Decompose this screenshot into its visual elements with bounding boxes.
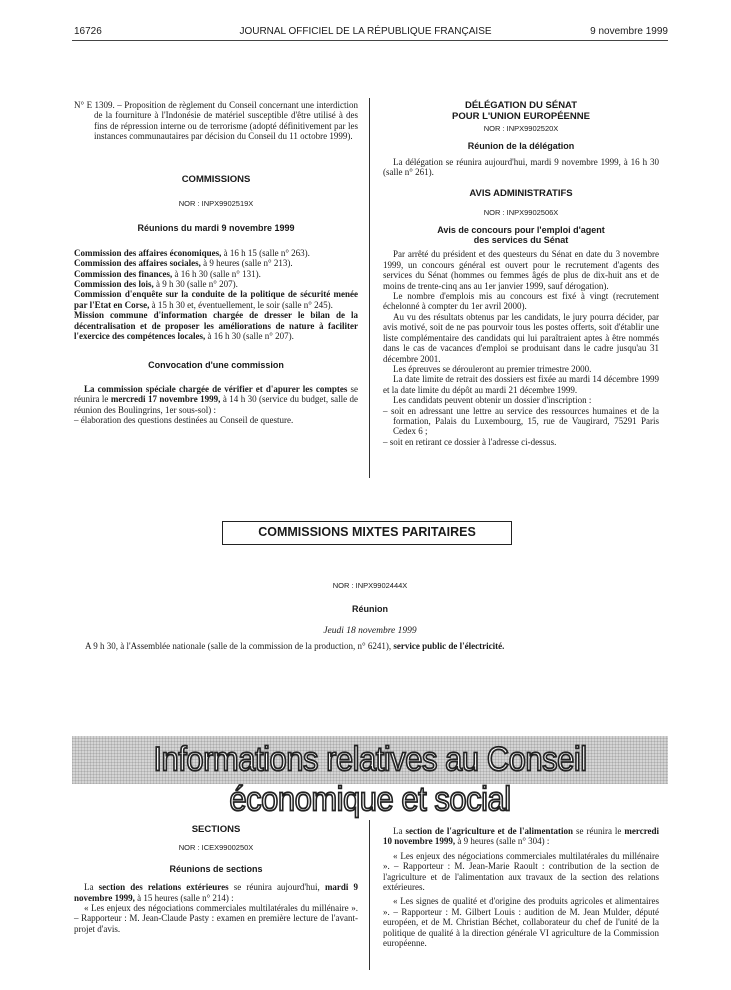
cmp-date: Jeudi 18 novembre 1999 — [323, 626, 417, 636]
delegation-paragraph: La délégation se réunira aujourd'hui, mardi 9 novembre 1999, à 16 h 30 (salle n° 261). — [383, 156, 659, 178]
commissions-nor: NOR : INPX9902519X — [178, 199, 254, 209]
section-agriculture: La section de l'agriculture et de l'alimentation se réunira le mercredi 10 novembre 1999, à 9 heures (salle n° 304) : — [383, 826, 660, 847]
cmp-paragraph: A 9 h 30, à l'Assemblée nationale (salle de la commission de la production, n° 6241), service public de l'électricité. — [85, 641, 505, 651]
delegation-heading-line1: DÉLÉGATION DU SÉNAT — [464, 100, 578, 111]
sections-nor: NOR : ICEX9900250X — [178, 843, 254, 853]
meeting-finances: Commission des finances, à 16 h 30 (salle n° 131). — [74, 268, 261, 279]
cmp-reunion-heading: Réunion — [352, 604, 388, 614]
concours-paragraph-3: Au vu des résultats obtenus par les candidats, le jury pourra décider, par avis motivé, soit de ne pas pourvoir tous les postes offerts, soit d'établir une liste complémentaire des candidats qui lui paraîtraient aptes à être nommés dans le cas de vacances d'emploi se produisant dans le cadre jusqu'au 31 décembre 2001. — [383, 311, 659, 364]
section-agriculture-item-1: « Les enjeux des négociations commerciales multilatérales du millénaire ». – Rapporteur : M. Jean-Marie Raoult : contribution de la section de l'agriculture et de l'alimentation aux travaux de la section des relations extérieures. — [383, 850, 659, 893]
avis-heading: AVIS ADMINISTRATIFS — [469, 187, 573, 199]
concours-paragraph-4: Les épreuves se dérouleront au premier trimestre 2000. — [393, 363, 592, 374]
commission-meetings-list — [74, 248, 358, 342]
meeting-mission-decentralisation: Mission commune d'information chargée de dresser le bilan de la décentralisation et de proposer les améliorations de nature à faciliter l'exercice des compétences locales, à 16 h 30 (salle n° 207). — [74, 310, 358, 342]
concours-heading-line1: Avis de concours pour l'emploi d'agent — [437, 225, 605, 236]
avis-nor: NOR : INPX9902506X — [483, 208, 559, 218]
ces-banner — [72, 736, 668, 819]
section-relations-exterieures-item: « Les enjeux des négociations commerciales multilatérales du millénaire ». – Rapporteur : M. Jean-Claude Pasty : examen en première lecture de l'avant-projet d'avis. — [74, 903, 358, 934]
concours-paragraph-5: La date limite de retrait des dossiers est fixée au mardi 14 décembre 1999 et la date limite du dépôt au mardi 21 décembre 1999. — [383, 374, 659, 395]
column-divider-bottom — [369, 820, 370, 970]
concours-heading-line2: des services du Sénat — [473, 235, 569, 246]
cmp-nor: NOR : INPX9902444X — [332, 581, 408, 590]
concours-body — [383, 249, 659, 447]
header-date: 9 novembre 1999 — [590, 26, 668, 37]
header-rule — [72, 40, 668, 41]
sections-reunions-heading: Réunions de sections — [169, 863, 263, 874]
delegation-heading-line2: POUR L'UNION EUROPÉENNE — [452, 111, 590, 122]
convocation-item: – élaboration des questions destinées au Conseil de questure. — [74, 415, 294, 426]
page-number: 16726 — [74, 26, 102, 37]
section-agriculture-item-2: « Les signes de qualité et d'origine des produits agricoles et alimentaires ». – Rapporteur : M. Gilbert Louis : audition de M. Jean Mulder, député européen, et de M. Christian Béchet, collaborateur du chef de l'unité de la politique de qualité à la direction générale VI agriculture de la Commission européenne. — [383, 896, 659, 949]
sections-left-column — [74, 825, 358, 934]
concours-paragraph-1: Par arrêté du président et des questeurs du Sénat en date du 3 novembre 1999, un concours général est ouvert pour le recrutement d'agents des services du Sénat (hommes ou femmes âgés de plus de dix-huit ans et de moins de trente-cinq ans au 1er janvier 1999, sauf dérogation). — [383, 249, 659, 291]
convocation-paragraph: La commission spéciale chargée de vérifier et d'apurer les comptes se réunira le mercredi 17 novembre 1999, à 14 h 30 (service du budget, salle de réunion des Boulingrins, 1er sous-sol) : — [74, 383, 359, 415]
cmp-boxed-title: COMMISSIONS MIXTES PARITAIRES — [222, 521, 512, 545]
meeting-affaires-sociales: Commission des affaires sociales, à 9 heures (salle n° 213). — [74, 258, 293, 269]
left-column — [74, 100, 358, 426]
e1309-paragraph: N° E 1309. – Proposition de règlement du Conseil concernant une interdiction de la fourniture à l'Indonésie de matériel susceptible d'être utilisé à des fins de répression interne ou de terrorisme (adopté définitivement par les instances communautaires par décision du Conseil du 11 octobre 1999). — [74, 100, 358, 142]
column-divider-top — [369, 98, 370, 478]
concours-option-2: – soit en retirant ce dossier à l'adresse ci-dessus. — [383, 436, 557, 447]
reunions-heading: Réunions du mardi 9 novembre 1999 — [137, 223, 295, 234]
right-column — [383, 100, 659, 447]
commissions-heading: COMMISSIONS — [181, 173, 251, 185]
concours-option-1: – soit en adressant une lettre au service des ressources humaines et de la formation, Palais du Luxembourg, 15, rue de Vaugirard, 75291 Paris Cedex 6 ; — [383, 405, 659, 437]
ces-banner-title: Informations relatives au Conseil économique et social — [153, 739, 587, 819]
sections-heading: SECTIONS — [191, 824, 241, 835]
meeting-lois: Commission des lois, à 9 h 30 (salle n° 207). — [74, 279, 238, 290]
concours-paragraph-2: Le nombre d'emplois mis au concours est fixé à vingt (recrutement échelonné à compter du 1er avril 2000). — [383, 291, 659, 312]
concours-paragraph-6: Les candidats peuvent obtenir un dossier d'inscription : — [393, 395, 592, 406]
meeting-enquete-corse: Commission d'enquête sur la conduite de la politique de sécurité menée par l'Etat en Corse, à 15 h 30 et, éventuellement, le soir (salle n° 245). — [74, 289, 358, 310]
journal-title: JOURNAL OFFICIEL DE LA RÉPUBLIQUE FRANÇAISE — [239, 26, 492, 37]
section-relations-exterieures: La section des relations extérieures se réunira aujourd'hui, mardi 9 novembre 1999, à 15 heures (salle n° 214) : — [74, 882, 359, 903]
convocation-heading: Convocation d'une commission — [148, 359, 284, 370]
delegation-nor: NOR : INPX9902520X — [483, 124, 559, 133]
delegation-subheading: Réunion de la délégation — [467, 141, 575, 152]
sections-right-column — [383, 826, 659, 948]
meeting-affaires-economiques: Commission des affaires économiques, à 16 h 15 (salle n° 263). — [74, 247, 310, 258]
